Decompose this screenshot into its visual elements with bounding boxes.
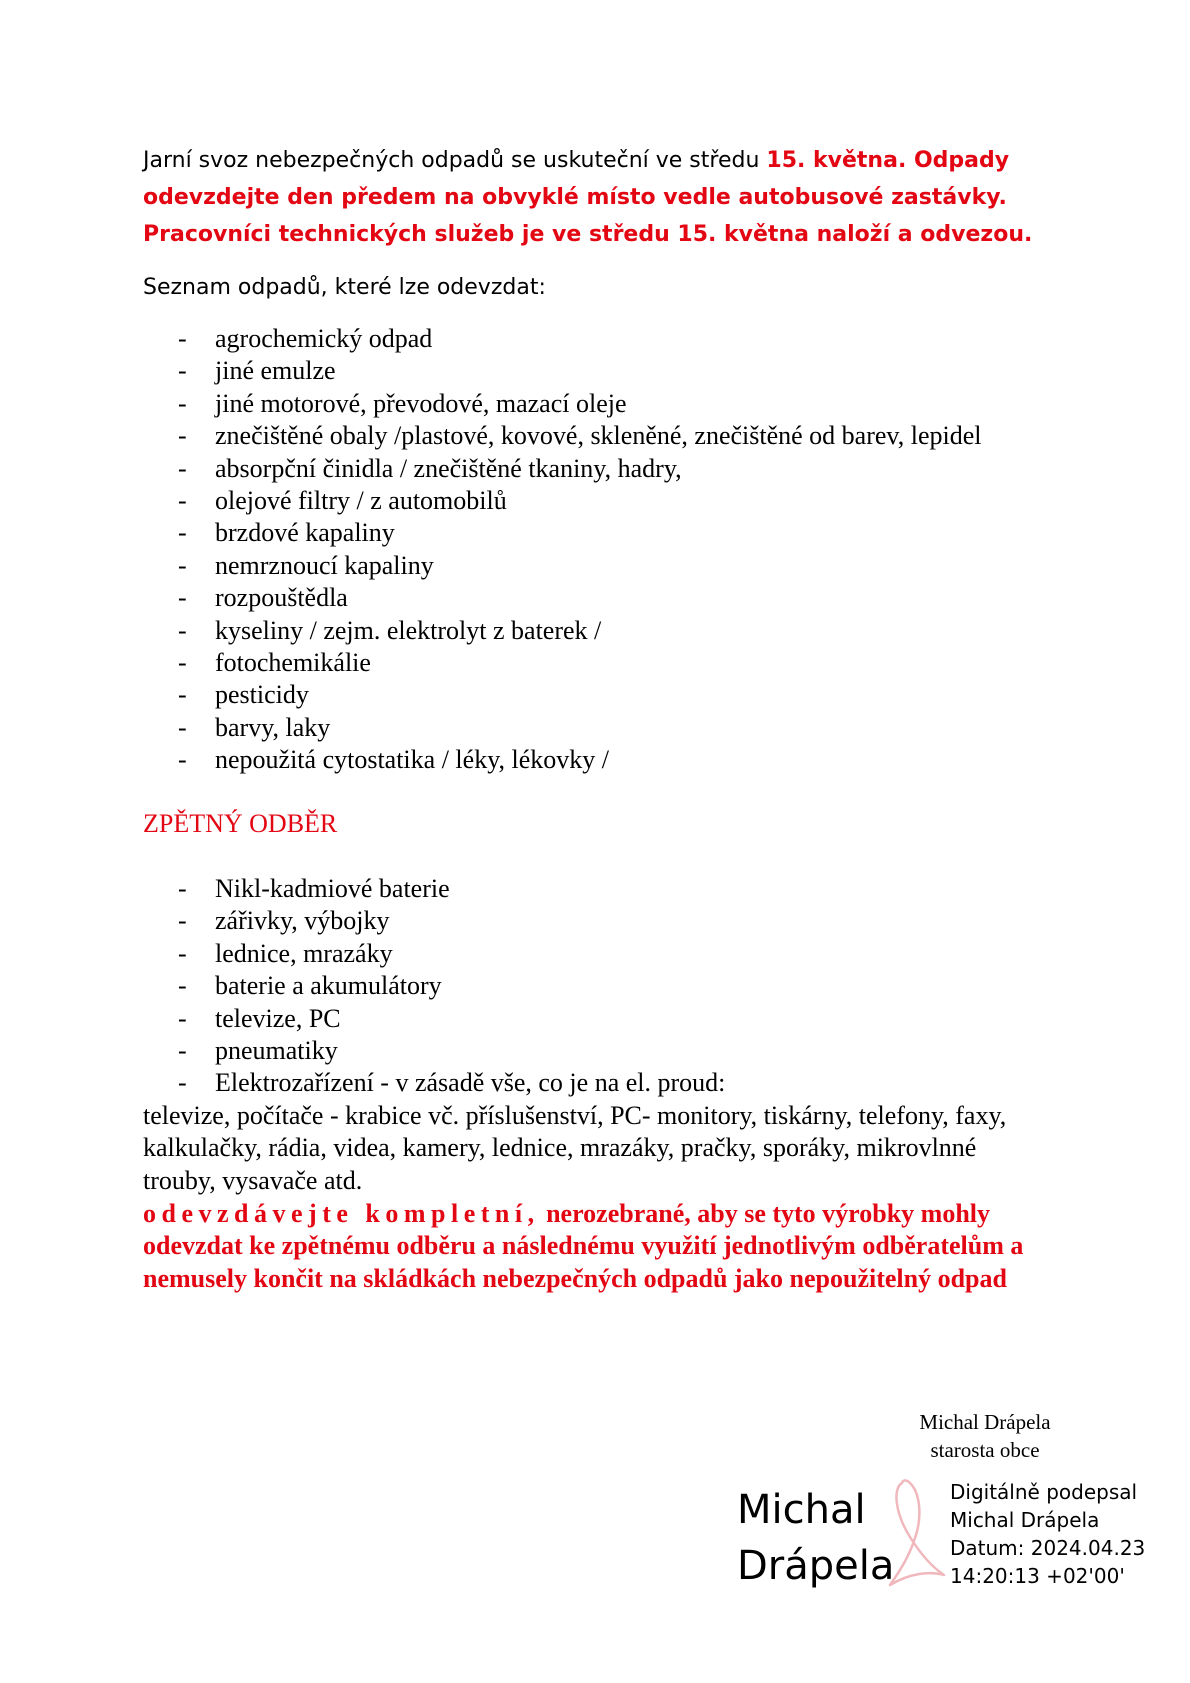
hazardous-waste-item-text: jiné emulze	[215, 356, 336, 386]
return-note	[143, 1198, 1043, 1295]
hazardous-waste-item	[0, 679, 981, 711]
takeback-item-text: pneumatiky	[215, 1036, 338, 1066]
hazardous-waste-item	[0, 712, 981, 744]
intro-paragraph	[143, 142, 1043, 253]
list-dash-marker: -	[178, 388, 187, 418]
hazardous-waste-item-text: pesticidy	[215, 680, 309, 710]
list-dash-marker: -	[178, 648, 187, 678]
intro-highlight: 15. května. Odpady odevzdejte den předem na obvyklé místo vedle autobusové zastávky. Pracovníci technických služeb je ve středu 15. května naloží a odvezou.	[143, 148, 1033, 247]
takeback-item-text: televize, PC	[215, 1003, 341, 1033]
hazardous-waste-item	[0, 582, 981, 614]
list-dash-marker: -	[178, 745, 187, 775]
hazardous-waste-item	[0, 550, 981, 582]
takeback-item-text: zářivky, výbojky	[215, 906, 390, 936]
list-dash-marker: -	[178, 615, 187, 645]
hazardous-waste-item-text: fotochemikálie	[215, 648, 371, 678]
hazardous-waste-item	[0, 517, 981, 549]
hazardous-waste-item-text: olejové filtry / z automobilů	[215, 486, 507, 516]
mayor-name: Michal Drápela	[919, 1410, 1051, 1434]
takeback-heading: ZPĚTNÝ ODBĚR	[143, 809, 338, 838]
list-title: Seznam odpadů, které lze odevzdat:	[143, 275, 546, 300]
hazardous-waste-item-text: barvy, laky	[215, 712, 331, 742]
digital-signature-details	[950, 1478, 1145, 1590]
hazardous-waste-item	[0, 615, 981, 647]
list-dash-marker: -	[178, 550, 187, 580]
hazardous-waste-item-text: znečištěné obaly /plastové, kovové, skleněné, znečištěné od barev, lepidel	[215, 421, 982, 451]
list-dash-marker: -	[178, 906, 187, 936]
takeback-item-text: Nikl-kadmiové baterie	[215, 874, 450, 903]
signature-emblem-icon	[880, 1475, 950, 1593]
mayor-role: starosta obce	[930, 1438, 1040, 1462]
list-dash-marker: -	[178, 680, 187, 710]
hazardous-waste-item	[0, 388, 981, 420]
signature-last-name: Drápela	[737, 1543, 895, 1589]
hazardous-waste-item-text: nemrznoucí kapaliny	[215, 550, 434, 580]
hazardous-waste-item-text: absorpční činidla / znečištěné tkaniny, hadry,	[215, 453, 682, 483]
takeback-item	[0, 873, 725, 905]
hazardous-waste-item-text: agrochemický odpad	[215, 324, 433, 353]
takeback-item-text: Elektrozařízení - v zásadě vše, co je na el. proud:	[215, 1068, 726, 1098]
hazardous-waste-item	[0, 744, 981, 776]
hazardous-waste-list	[0, 323, 981, 777]
mayor-signature-block	[900, 1408, 1070, 1464]
takeback-item	[0, 1067, 725, 1099]
hazardous-waste-item-text: rozpouštědla	[215, 583, 348, 613]
list-dash-marker: -	[178, 583, 187, 613]
list-dash-marker: -	[178, 421, 187, 451]
signature-first-name: Michal	[737, 1487, 866, 1533]
takeback-list	[0, 873, 725, 1100]
takeback-item	[0, 970, 725, 1002]
signature-detail-line: Digitálně podepsal	[950, 1480, 1138, 1504]
hazardous-waste-item	[0, 485, 981, 517]
return-note-emphasis: odevzdávejte kompletní,	[143, 1199, 540, 1228]
list-dash-marker: -	[178, 356, 187, 386]
hazardous-waste-item	[0, 323, 981, 355]
digital-signature-name	[737, 1482, 894, 1594]
hazardous-waste-item-text: kyseliny / zejm. elektrolyt z baterek /	[215, 615, 602, 645]
takeback-item	[0, 905, 725, 937]
list-dash-marker: -	[178, 971, 187, 1001]
hazardous-waste-item	[0, 355, 981, 387]
hazardous-waste-item	[0, 453, 981, 485]
list-dash-marker: -	[178, 518, 187, 548]
list-dash-marker: -	[178, 486, 187, 516]
list-dash-marker: -	[178, 1068, 187, 1098]
list-dash-marker: -	[178, 874, 187, 903]
list-dash-marker: -	[178, 1036, 187, 1066]
list-dash-marker: -	[178, 938, 187, 968]
electronics-details: televize, počítače - krabice vč. příslušenství, PC- monitory, tiskárny, telefony, faxy, kalkulačky, rádia, videa, kamery, lednice, mrazáky, pračky, sporáky, mikrovlnné trouby, vysavače atd.	[143, 1101, 1007, 1195]
takeback-item-text: lednice, mrazáky	[215, 938, 393, 968]
list-dash-marker: -	[178, 324, 187, 353]
list-dash-marker: -	[178, 712, 187, 742]
intro-text: Jarní svoz nebezpečných odpadů se uskuteční ve středu	[143, 148, 767, 173]
hazardous-waste-item-text: brzdové kapaliny	[215, 518, 395, 548]
hazardous-waste-item	[0, 647, 981, 679]
takeback-item-text: baterie a akumulátory	[215, 971, 442, 1001]
return-note-text: nerozebrané, aby se tyto výrobky mohly odevzdat ke zpětnému odběru a následnému využití jednotlivým odběratelům a nemusely končit na skládkách nebezpečných odpadů jako nepoužitelný odpad	[143, 1199, 1024, 1293]
signature-detail-line: Michal Drápela	[950, 1508, 1100, 1532]
hazardous-waste-item-text: jiné motorové, převodové, mazací oleje	[215, 388, 627, 418]
list-dash-marker: -	[178, 453, 187, 483]
signature-detail-line: 14:20:13 +02'00'	[950, 1564, 1125, 1588]
signature-detail-line: Datum: 2024.04.23	[950, 1536, 1146, 1560]
takeback-item	[0, 1035, 725, 1067]
takeback-item	[0, 1003, 725, 1035]
list-dash-marker: -	[178, 1003, 187, 1033]
hazardous-waste-item-text: nepoužitá cytostatika / léky, lékovky /	[215, 745, 609, 775]
hazardous-waste-item	[0, 420, 981, 452]
takeback-item	[0, 938, 725, 970]
